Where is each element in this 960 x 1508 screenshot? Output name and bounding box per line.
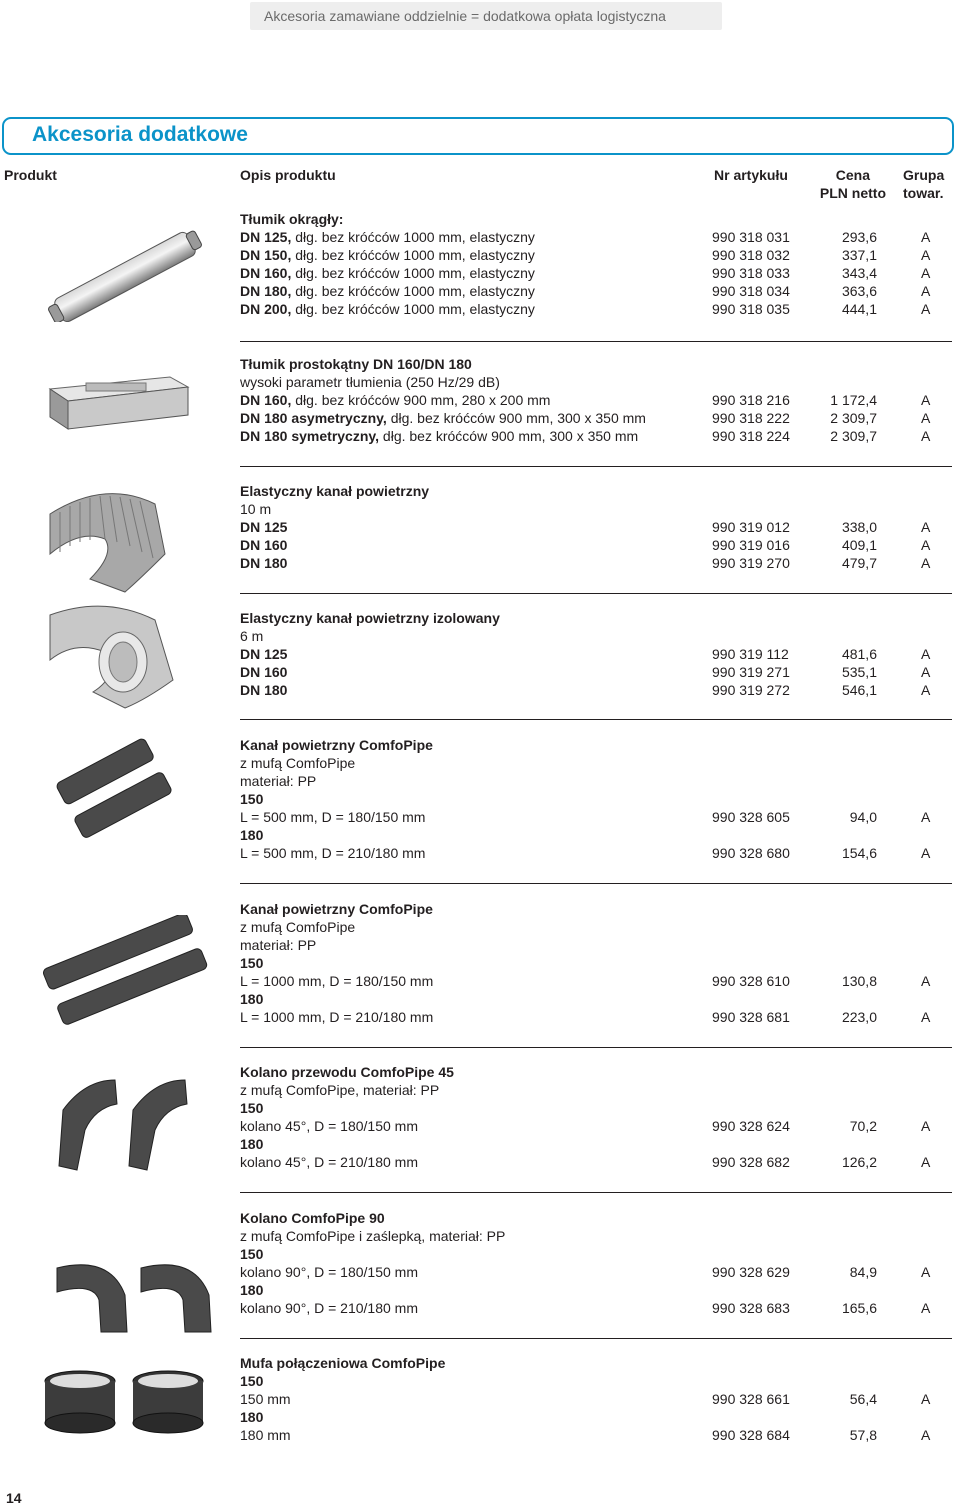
section-comfopipe-500 xyxy=(240,736,952,884)
description-text: dłg. bez króćców 1000 mm, elastyczny xyxy=(291,247,535,263)
description-bold: DN 180 asymetryczny, xyxy=(240,410,387,426)
product-row xyxy=(240,409,952,427)
description-text: dłg. bez króćców 1000 mm, elastyczny xyxy=(291,301,535,317)
product-description xyxy=(240,1008,433,1026)
article-number: 990 328 681 xyxy=(712,1009,790,1025)
product-description xyxy=(240,536,287,554)
product-group: A xyxy=(921,646,931,662)
price: 154,6 xyxy=(841,845,877,861)
product-row xyxy=(240,1426,952,1444)
product-description xyxy=(240,1281,263,1299)
description-text: kolano 45°, D = 210/180 mm xyxy=(240,1154,418,1170)
product-row xyxy=(240,373,952,391)
product-description xyxy=(240,427,638,445)
article-number: 990 318 032 xyxy=(712,247,790,263)
product-description xyxy=(240,900,433,918)
description-text: kolano 90°, D = 180/150 mm xyxy=(240,1264,418,1280)
product-description xyxy=(240,918,355,936)
price: 546,1 xyxy=(841,682,877,698)
product-row xyxy=(240,264,952,282)
product-description xyxy=(240,482,429,500)
product-row xyxy=(240,736,952,754)
price: 56,4 xyxy=(849,1391,877,1407)
article-number: 990 318 222 xyxy=(712,410,790,426)
description-bold: Kolano przewodu ComfoPipe 45 xyxy=(240,1064,454,1080)
product-row xyxy=(240,936,952,954)
description-bold: 180 xyxy=(240,827,264,843)
product-description xyxy=(240,246,535,264)
product-row xyxy=(240,1390,952,1408)
product-group: A xyxy=(921,1391,931,1407)
product-description xyxy=(240,409,646,427)
description-bold: DN 180, xyxy=(240,283,292,299)
product-description xyxy=(240,681,287,699)
product-description xyxy=(240,808,425,826)
product-description xyxy=(240,645,287,663)
price: 2 309,7 xyxy=(830,428,877,444)
article-number: 990 328 684 xyxy=(712,1427,790,1443)
product-group: A xyxy=(921,283,931,299)
product-description xyxy=(240,373,500,391)
comfopipe-500-image xyxy=(55,735,175,845)
article-number: 990 319 112 xyxy=(712,646,789,662)
product-description xyxy=(240,790,263,808)
article-number: 990 319 012 xyxy=(712,519,790,535)
product-group: A xyxy=(921,682,931,698)
product-group: A xyxy=(921,265,931,281)
product-row xyxy=(240,1081,952,1099)
product-row xyxy=(240,1117,952,1135)
elbow-90-image xyxy=(55,1240,225,1335)
product-description xyxy=(240,772,316,790)
description-bold: Tłumik okrągły: xyxy=(240,211,344,227)
product-row xyxy=(240,1372,952,1390)
product-row xyxy=(240,482,952,500)
description-text: dłg. bez króćców 1000 mm, elastyczny xyxy=(291,229,535,245)
product-row xyxy=(240,391,952,409)
product-row xyxy=(240,518,952,536)
product-row xyxy=(240,427,952,445)
description-bold: DN 160 xyxy=(240,664,288,680)
product-description xyxy=(240,1099,263,1117)
product-description xyxy=(240,954,263,972)
description-text: wysoki parametr tłumienia (250 Hz/29 dB) xyxy=(240,374,500,390)
product-group: A xyxy=(921,664,931,680)
product-description xyxy=(240,844,425,862)
product-description xyxy=(240,1263,418,1281)
product-row xyxy=(240,790,952,808)
article-number: 990 328 683 xyxy=(712,1300,790,1316)
price: 57,8 xyxy=(849,1427,877,1443)
section-elbow-90 xyxy=(240,1209,952,1339)
article-number: 990 328 661 xyxy=(712,1391,790,1407)
product-group: A xyxy=(921,428,931,444)
description-text: 10 m xyxy=(240,501,272,517)
product-row xyxy=(240,282,952,300)
article-number: 990 328 682 xyxy=(712,1154,790,1170)
product-description xyxy=(240,1354,445,1372)
description-text: z mufą ComfoPipe, materiał: PP xyxy=(240,1082,440,1098)
price: 479,7 xyxy=(841,555,877,571)
price: 444,1 xyxy=(841,301,877,317)
product-row xyxy=(240,1008,952,1026)
product-description xyxy=(240,663,287,681)
description-bold: Elastyczny kanał powietrzny izolowany xyxy=(240,610,500,626)
product-row xyxy=(240,1263,952,1281)
insulated-duct-image xyxy=(45,600,185,710)
product-group: A xyxy=(921,229,931,245)
product-group: A xyxy=(921,845,931,861)
product-row xyxy=(240,1281,952,1299)
product-row xyxy=(240,355,952,373)
price: 293,6 xyxy=(841,229,877,245)
product-row xyxy=(240,1299,952,1317)
product-description xyxy=(240,1408,263,1426)
article-number: 990 318 031 xyxy=(712,229,790,245)
price: 363,6 xyxy=(841,283,877,299)
article-number: 990 319 271 xyxy=(712,664,790,680)
article-number: 990 319 270 xyxy=(712,555,790,571)
section-title: Akcesoria dodatkowe xyxy=(32,123,248,146)
description-text: materiał: PP xyxy=(240,937,317,953)
col-header-cena-line2: PLN netto xyxy=(819,185,886,201)
product-description xyxy=(240,391,550,409)
col-header-nr: Nr artykułu xyxy=(714,167,788,183)
description-text: 180 mm xyxy=(240,1427,291,1443)
product-row xyxy=(240,536,952,554)
col-header-cena-line1: Cena xyxy=(835,167,870,183)
product-row xyxy=(240,246,952,264)
price: 338,0 xyxy=(841,519,877,535)
description-bold: DN 125 xyxy=(240,646,288,662)
description-bold: 150 xyxy=(240,791,264,807)
price: 1 172,4 xyxy=(830,392,877,408)
description-bold: DN 160, xyxy=(240,265,292,281)
product-group: A xyxy=(921,1009,931,1025)
article-number: 990 328 605 xyxy=(712,809,790,825)
product-row xyxy=(240,1245,952,1263)
price: 130,8 xyxy=(841,973,877,989)
description-text: L = 1000 mm, D = 210/180 mm xyxy=(240,1009,434,1025)
description-text: z mufą ComfoPipe i zaślepką, materiał: PP xyxy=(240,1228,506,1244)
section-elbow-45 xyxy=(240,1063,952,1193)
comfopipe-1000-image xyxy=(40,915,210,1025)
product-row xyxy=(240,228,952,246)
product-description xyxy=(240,518,287,536)
price: 535,1 xyxy=(841,664,877,680)
col-header-grupa-line2: towar. xyxy=(903,185,944,201)
flex-duct-image xyxy=(45,484,175,594)
product-row xyxy=(240,954,952,972)
section-header xyxy=(2,117,954,155)
product-row xyxy=(240,1099,952,1117)
article-number: 990 318 034 xyxy=(712,283,790,299)
description-text: dłg. bez króćców 900 mm, 280 x 200 mm xyxy=(291,392,551,408)
product-description xyxy=(240,1227,505,1245)
description-bold: DN 180 xyxy=(240,555,288,571)
top-note: Akcesoria zamawiane oddzielnie = dodatkowa opłata logistyczna xyxy=(250,2,722,30)
product-description xyxy=(240,1081,439,1099)
article-number: 990 328 680 xyxy=(712,845,790,861)
product-description xyxy=(240,1426,291,1444)
description-bold: DN 180 symetryczny, xyxy=(240,428,380,444)
description-text: z mufą ComfoPipe xyxy=(240,755,356,771)
page-number: 14 xyxy=(6,1490,22,1506)
description-bold: 180 xyxy=(240,991,264,1007)
product-group: A xyxy=(921,301,931,317)
product-row xyxy=(240,1408,952,1426)
description-bold: Mufa połączeniowa ComfoPipe xyxy=(240,1355,446,1371)
product-group: A xyxy=(921,247,931,263)
product-description xyxy=(240,264,535,282)
product-description xyxy=(240,1209,385,1227)
price: 70,2 xyxy=(849,1118,877,1134)
price: 481,6 xyxy=(841,646,877,662)
description-text: dłg. bez króćców 900 mm, 300 x 350 mm xyxy=(379,428,639,444)
product-row xyxy=(240,754,952,772)
product-row xyxy=(240,918,952,936)
price: 409,1 xyxy=(841,537,877,553)
product-description xyxy=(240,1153,418,1171)
section-flex-duct-insulated xyxy=(240,609,952,720)
product-group: A xyxy=(921,973,931,989)
product-row xyxy=(240,844,952,862)
price: 223,0 xyxy=(841,1009,877,1025)
description-bold: 150 xyxy=(240,1246,264,1262)
description-text: materiał: PP xyxy=(240,773,317,789)
product-description xyxy=(240,1390,291,1408)
elbow-45-image xyxy=(55,1070,195,1180)
description-bold: 180 xyxy=(240,1136,264,1152)
product-row xyxy=(240,627,952,645)
description-text: dłg. bez króćców 1000 mm, elastyczny xyxy=(291,283,535,299)
product-row xyxy=(240,210,952,228)
description-bold: Kolano ComfoPipe 90 xyxy=(240,1210,385,1226)
product-group: A xyxy=(921,809,931,825)
product-description xyxy=(240,990,263,1008)
product-description xyxy=(240,609,500,627)
product-description xyxy=(240,826,263,844)
description-bold: Elastyczny kanał powietrzny xyxy=(240,483,430,499)
description-bold: DN 180 xyxy=(240,682,288,698)
description-text: L = 500 mm, D = 210/180 mm xyxy=(240,845,426,861)
product-description xyxy=(240,1299,418,1317)
product-group: A xyxy=(921,555,931,571)
description-bold: Kanał powietrzny ComfoPipe xyxy=(240,737,433,753)
product-description xyxy=(240,355,472,373)
section-coupling xyxy=(240,1354,952,1454)
description-bold: DN 125, xyxy=(240,229,292,245)
product-row xyxy=(240,1135,952,1153)
product-row xyxy=(240,554,952,572)
article-number: 990 318 216 xyxy=(712,392,790,408)
price: 337,1 xyxy=(841,247,877,263)
product-description xyxy=(240,500,271,518)
product-group: A xyxy=(921,1154,931,1170)
product-row xyxy=(240,1153,952,1171)
description-bold: DN 200, xyxy=(240,301,292,317)
col-header-produkt: Produkt xyxy=(4,167,57,183)
description-bold: DN 125 xyxy=(240,519,288,535)
description-bold: DN 160, xyxy=(240,392,292,408)
price: 94,0 xyxy=(849,809,877,825)
product-row xyxy=(240,1063,952,1081)
product-row xyxy=(240,1354,952,1372)
product-row xyxy=(240,808,952,826)
product-description xyxy=(240,736,433,754)
col-header-opis: Opis produktu xyxy=(240,167,336,183)
product-row xyxy=(240,990,952,1008)
product-description xyxy=(240,210,343,228)
price: 165,6 xyxy=(841,1300,877,1316)
description-bold: DN 160 xyxy=(240,537,288,553)
product-description xyxy=(240,554,287,572)
product-group: A xyxy=(921,1264,931,1280)
product-group: A xyxy=(921,519,931,535)
description-bold: DN 150, xyxy=(240,247,292,263)
description-text: z mufą ComfoPipe xyxy=(240,919,356,935)
product-description xyxy=(240,1245,263,1263)
price: 2 309,7 xyxy=(830,410,877,426)
article-number: 990 318 035 xyxy=(712,301,790,317)
product-row xyxy=(240,681,952,699)
product-group: A xyxy=(921,1118,931,1134)
description-bold: Kanał powietrzny ComfoPipe xyxy=(240,901,433,917)
description-bold: 150 xyxy=(240,1100,264,1116)
product-description xyxy=(240,228,535,246)
price: 126,2 xyxy=(841,1154,877,1170)
article-number: 990 328 629 xyxy=(712,1264,790,1280)
product-description xyxy=(240,627,263,645)
product-row xyxy=(240,972,952,990)
product-row xyxy=(240,300,952,318)
col-header-grupa xyxy=(903,166,944,202)
description-text: L = 500 mm, D = 180/150 mm xyxy=(240,809,426,825)
product-description xyxy=(240,1135,263,1153)
description-bold: 150 xyxy=(240,955,264,971)
section-comfopipe-1000 xyxy=(240,900,952,1048)
section-silencer-round xyxy=(240,210,952,342)
product-group: A xyxy=(921,1300,931,1316)
product-group: A xyxy=(921,1427,931,1443)
round-silencer-image xyxy=(40,222,210,322)
price: 84,9 xyxy=(849,1264,877,1280)
product-group: A xyxy=(921,410,931,426)
description-bold: Tłumik prostokątny DN 160/DN 180 xyxy=(240,356,472,372)
product-row xyxy=(240,663,952,681)
product-row xyxy=(240,645,952,663)
col-header-grupa-line1: Grupa xyxy=(903,167,945,183)
product-description xyxy=(240,300,535,318)
article-number: 990 319 016 xyxy=(712,537,790,553)
section-silencer-rect xyxy=(240,355,952,467)
product-row xyxy=(240,826,952,844)
description-bold: 180 xyxy=(240,1409,264,1425)
description-text: kolano 45°, D = 180/150 mm xyxy=(240,1118,418,1134)
product-row xyxy=(240,1227,952,1245)
rect-silencer-image xyxy=(42,367,192,437)
description-text: dłg. bez króćców 900 mm, 300 x 350 mm xyxy=(386,410,646,426)
product-row xyxy=(240,900,952,918)
product-row xyxy=(240,609,952,627)
article-number: 990 328 624 xyxy=(712,1118,790,1134)
section-flex-duct xyxy=(240,482,952,594)
article-number: 990 319 272 xyxy=(712,682,790,698)
product-row xyxy=(240,772,952,790)
product-description xyxy=(240,754,355,772)
description-bold: 150 xyxy=(240,1373,264,1389)
article-number: 990 318 033 xyxy=(712,265,790,281)
product-row xyxy=(240,1209,952,1227)
product-description xyxy=(240,936,316,954)
price: 343,4 xyxy=(841,265,877,281)
description-text: kolano 90°, D = 210/180 mm xyxy=(240,1300,418,1316)
description-text: 150 mm xyxy=(240,1391,291,1407)
article-number: 990 328 610 xyxy=(712,973,790,989)
product-group: A xyxy=(921,392,931,408)
description-text: L = 1000 mm, D = 180/150 mm xyxy=(240,973,434,989)
product-description xyxy=(240,1063,454,1081)
product-description xyxy=(240,1372,263,1390)
description-bold: 180 xyxy=(240,1282,264,1298)
article-number: 990 318 224 xyxy=(712,428,790,444)
product-group: A xyxy=(921,537,931,553)
description-text: 6 m xyxy=(240,628,264,644)
product-row xyxy=(240,500,952,518)
product-description xyxy=(240,282,535,300)
product-description xyxy=(240,972,433,990)
col-header-cena xyxy=(814,166,886,202)
coupling-image xyxy=(40,1365,210,1445)
description-text: dłg. bez króćców 1000 mm, elastyczny xyxy=(291,265,535,281)
product-description xyxy=(240,1117,418,1135)
